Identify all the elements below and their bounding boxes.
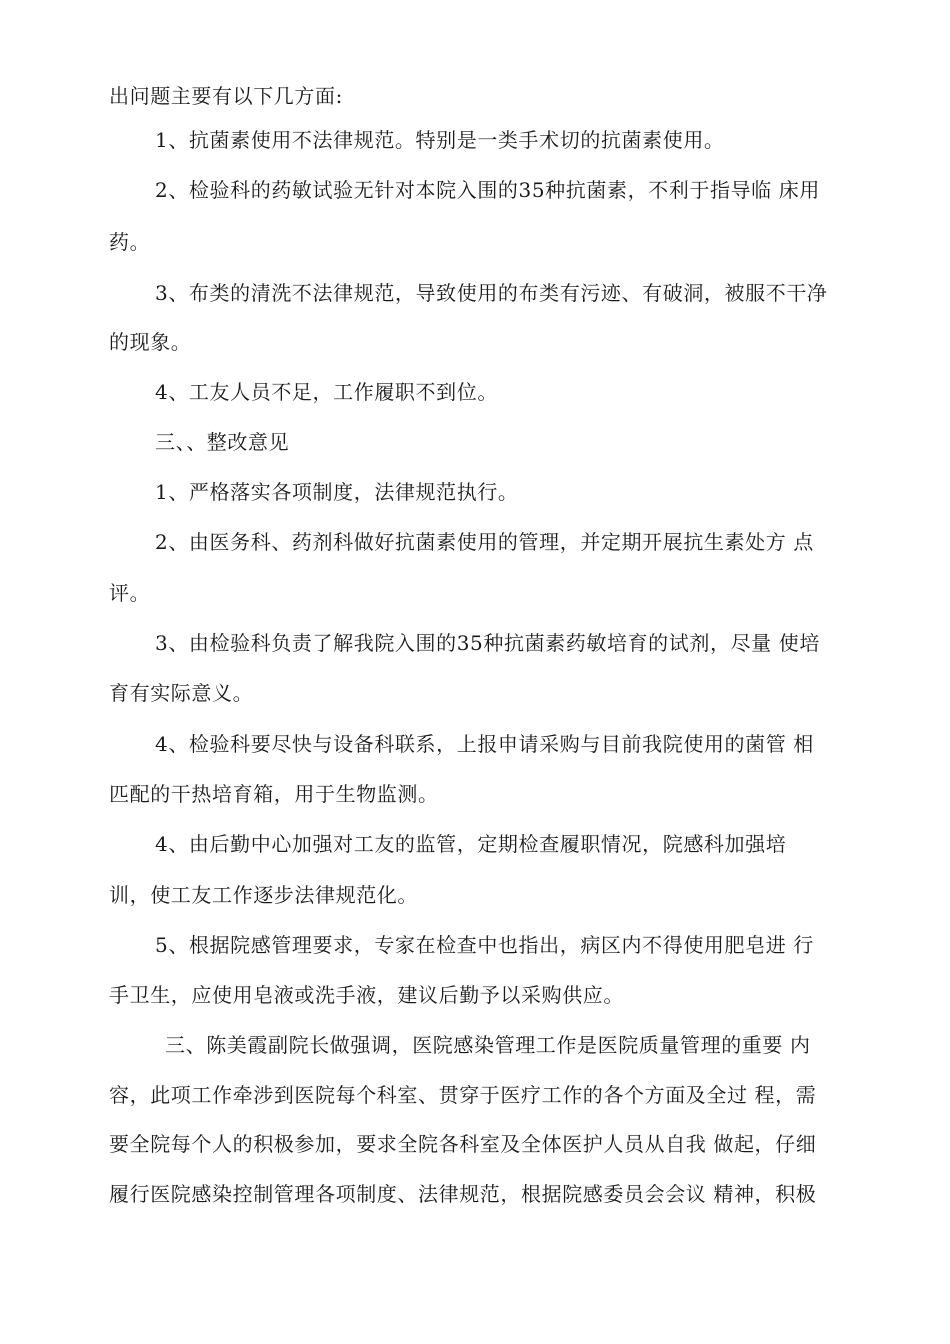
text-line: 3、由检验科负责了解我院入围的35种抗菌素药敏培育的试剂，尽量 使培 — [155, 631, 820, 655]
text-line: 4、由后勤中心加强对工友的监管，定期检查履职情况，院感科加强培 — [155, 832, 787, 856]
text-line: 2、由医务科、药剂科做好抗菌素使用的管理，并定期开展抗生素处方 点 — [155, 530, 814, 554]
text-line: 育有实际意义。 — [109, 681, 254, 705]
text-line: 训，使工友工作逐步法律规范化。 — [109, 883, 418, 907]
text-line: 2、检验科的药敏试验无针对本院入围的35种抗菌素，不利于指导临 床用 — [155, 178, 820, 202]
text-line: 1、严格落实各项制度，法律规范执行。 — [155, 480, 519, 504]
text-line: 1、抗菌素使用不法律规范。特别是一类手术切的抗菌素使用。 — [155, 128, 725, 152]
text-line: 手卫生，应使用皂液或洗手液，建议后勤予以采购供应。 — [109, 983, 624, 1007]
text-line: 匹配的干热培育箱，用于生物监测。 — [109, 782, 439, 806]
text-line: 容，此项工作牵涉到医院每个科室、贯穿于医疗工作的各个方面及全过 程，需 — [109, 1083, 817, 1107]
text-line: 3、布类的清洗不法律规范，导致使用的布类有污迹、有破洞，被服不干净 — [155, 281, 828, 305]
text-line: 的现象。 — [109, 330, 192, 354]
text-line: 要全院每个人的积极参加，要求全院各科室及全体医护人员从自我 做起，仔细 — [109, 1132, 817, 1156]
text-line: 药。 — [109, 230, 151, 254]
text-line: 出问题主要有以下几方面: — [109, 84, 343, 108]
text-line: 评。 — [109, 581, 151, 605]
text-line: 履行医院感染控制管理各项制度、法律规范，根据院感委员会会议 精神，积极 — [109, 1182, 817, 1206]
text-line: 4、工友人员不足，工作履职不到位。 — [155, 380, 498, 404]
text-line: 4、检验科要尽快与设备科联系，上报申请采购与目前我院使用的菌管 相 — [155, 732, 814, 756]
text-line: 5、根据院感管理要求，专家在检查中也指出，病区内不得使用肥皂进 行 — [155, 933, 814, 957]
text-line: 三、陈美霞副院长做强调，医院感染管理工作是医院质量管理的重要 内 — [165, 1033, 811, 1057]
section-heading: 三、、整改意见 — [155, 430, 290, 454]
